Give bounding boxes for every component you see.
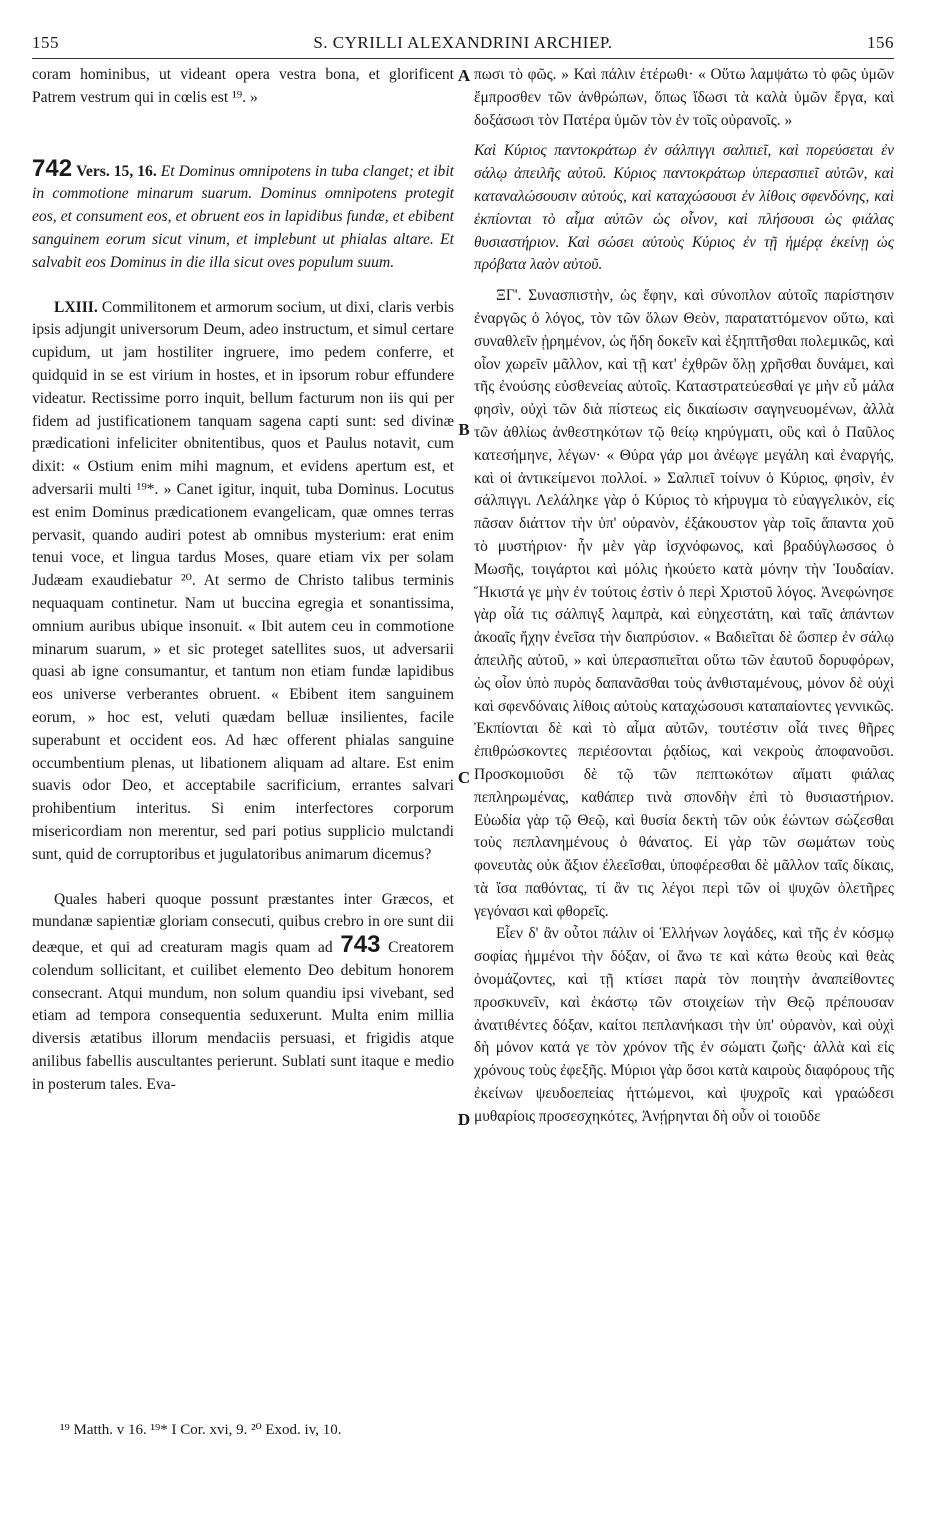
greek-paragraph-2: Καὶ Κύριος παντοκράτωρ ἐν σάλπιγγι σαλπιεῖ, καὶ πορεύσεται ἐν σάλῳ ἀπειλῆς αὐτοῦ. Κύριος παντοκράτωρ ὑπερασπιεῖ αὐτῶν, καὶ καταναλώσουσιν αὐτούς, καὶ καταχώσουσι ἐν λίθοις σφενδόνης, καὶ ἐκπίονται τὸ αἷμα αὐτῶν ὡς οἶνον, καὶ πλήσουσι ὡς φιάλας θυσιαστήριον. Καὶ σώσει αὐτοὺς Κύριος ἐν τῇ ἡμέρᾳ ἐκείνῃ ὡς πρόβατα λαὸν αὐτοῦ. bbox=[474, 142, 894, 274]
margin-marker-a: A bbox=[457, 66, 471, 85]
latin-text-b: Creatorem colendum sollicitant, et cuilibet elemento Deo debitum honorem consecrant. Atqui mundum, non solum quandiu ipsi vivebant, sed etiam ad tempora consequentia seduxerunt. Multa enim millia diversis ætatibus illorum mendaciis persuasi, et frigidis atque anilibus fabellis auscultantes perierunt. Sublati sunt itaque e medio in posterum tales. Eva- bbox=[32, 939, 454, 1093]
greek-commentary: Συνασπιστὴν, ὡς ἔφην, καὶ σύνοπλον αὐτοῖς παρίστησιν ἐναργῶς ὁ λόγος, τὸν τῶν ὅλων Θεὸν, παραταττόμενον οὕτω, καὶ συναθλεῖν ᾐρημένον, ὡς ἤδη δοκεῖν καὶ ἐξηπτῆσθαι πολεμικῶς, καὶ οἷον χωρεῖν μᾶλλον, καὶ τῇ κατ' ἐχθρῶν ὅλῃ χρῆσθαι δυνάμει, καὶ τῆς ἐνούσης εὐσθενείας αὐτοῖς. Καταστρατεύεσθαί γε μὴν εὖ μάλα φησὶν, οὐχὶ τῶν διὰ πίστεως εἰς δικαίωσιν σαγηνευομένων, ἀλλὰ τῶν ἀθλίως ἀνθεστηκότων τῷ θείῳ κηρύγματι, οὓς καὶ ὁ Παῦλος κατεσήμηνε, λέγων· « Θύρα γάρ μοι ἀνέῳγε μεγάλη καὶ ἐναργής, καὶ οἱ ἀντικείμενοι πολλοί. » Σαλπιεῖ τοίνυν ὁ Κύριος, φησὶν, ἐν σάλπιγγι. Λελάληκε γὰρ ὁ Κύριος τὸ κήρυγμα τὸ εὐαγγελικὸν, εἰς πᾶσαν διάττον τὴν ὑπ' οὐρανὸν, ἐξάκουστον γὰρ τοῖς ἅπαντα χοῦ τὸ μυστήριον· ἦν μὲν γὰρ ἰσχνόφωνος, καὶ βραδύγλωσσος ὁ Μωσῆς, τοιγάρτοι καὶ μόλις ἠκούετο κατὰ μόνην τὴν Ἰουδαίαν. Ἥκιστά γε μὴν ἐν τούτοις ἐστὶν ὁ περὶ Χριστοῦ λόγος. Ἀνεφώνησε γὰρ οἷά τις σάλπιγξ λαμπρὰ, καὶ εὐηχεστάτη, καὶ ταῖς ἁπάντων ἀκοαῖς ἤχην ἐνεῖσα τὴν διαπρύσιον. « Βαδιεῖται δὲ ὥσπερ ἐν σάλῳ ἀπειλῆς αὐτοῦ, » καὶ ὑπερασπιεῖται οὕτω τῶν ἑαυτοῦ δορυφόρων, ὡς οἷον ὑπὸ πυρὸς δαπανᾶσθαι τοὺς ἀνθισταμένους, μόνον δὲ οὐχὶ καὶ σφενδόναις λίθοις αὐτοὺς καταχώσουσι καταπαίοντες γεννικῶς. Ἐκπίονται δὲ καὶ τὸ αἷμα αὐτῶν, τουτέστιν οἷά τινες θῆρες ἐπιθρώσκοντες περιέσονται ῥᾳδίως, καὶ νεκροὺς ἀποφανοῦσι. Προσκομιοῦσι δὲ τῷ τῶν πεπτωκότων αἵματι φιάλας πεπληρωμένας, καθάπερ τινὰ σπονδὴν ἐπὶ τὸ θυσιαστήριον. Εὐωδία γὰρ τῷ Θεῷ, καὶ θυσία δεκτὴ τῶν οὐκ ἐώντων σώζεσθαι τοὺς πεπλανημένους ὁ θάνατος. Εἰ γὰρ τῶν σωμάτων τοὺς φονευτὰς οὐκ ἄξιον ἐλεεῖσθαι, ὑποφέρεσθαι δὲ μᾶλλον ταῖς δίκαις, τὰ ἴσα παθόντας, τί ἂν τις λέγοι περὶ τῶν οἱ ψυχῶν ὀλετῆρες γεγόνασι καὶ φθορεῖς. bbox=[474, 287, 894, 920]
right-page-number: 156 bbox=[867, 33, 894, 52]
section-number: LXIII. bbox=[54, 298, 98, 316]
verse-reference: Vers. 15, 16. bbox=[76, 162, 157, 180]
latin-paragraph-2 bbox=[32, 154, 454, 275]
running-header bbox=[32, 30, 894, 56]
greek-section-number: ΞΓ'. bbox=[496, 287, 522, 305]
footnotes: ¹⁹ Matth. v 16. ¹⁹* I Cor. xvi, 9. ²⁰ Exod. iv, 10. bbox=[60, 1422, 342, 1438]
latin-text-a: Quales haberi quoque possunt præstantes inter Græcos, et mundanæ sapientiæ gloriam consecuti, quibus crebro in ore sunt dii deæque, et qui ad creaturam magis quam ad bbox=[32, 890, 454, 957]
left-page-number: 155 bbox=[32, 33, 59, 52]
margin-marker-b: B bbox=[458, 420, 470, 439]
margin-marker-d: D bbox=[457, 1110, 471, 1129]
greek-paragraph-4: Εἶεν δ' ἂν οὗτοι πάλιν οἱ Ἑλλήνων λογάδες, καὶ τῆς ἐν κόσμῳ σοφίας ἡμμένοι τὴν δόξαν, οἱ ἄνω τε καὶ κάτω θεοὺς καὶ θεὰς ὀνομάζοντες, καὶ τῇ κτίσει παρὰ τὸν ποιητὴν ἀναπείθοντες προσκυνεῖν, καὶ ἑκάστῳ τῶν στοιχείων τὴν Θεῷ πρέπουσαν ἀνατιθέντες δόξαν, καίτοι πεπλανήκασι τὴν ὑπ' οὐρανὸν, καὶ οὐχὶ δὴ μόνον κατά γε τὸν χρόνον τῆς ἐν σώματι ζωῆς· ἀλλὰ καὶ εἰς χρόνους τοὺς ἐφεξῆς. Μύριοι γὰρ ὅσοι κατὰ καιροὺς διαφόρους τῆς ἐκείνων ψευδοεπείας ἡττώμενοι, καὶ ψυχροῖς καὶ γραώδεσι μυθαρίοις προσεσχηκότες, Ἀνῄρηνται δὴ οὖν οἱ τοιοῦδε bbox=[474, 925, 894, 1125]
latin-commentary: Commilitonem et armorum socium, ut dixi, claris verbis ipsis adjungit universorum Deum, adeo instructum, et simul certare cupidum, ut jam hostiliter ingruere, imo pedem conferre, et quidquid in se est virium in hostes, et in ipsorum robur effundere videatur. Rectissime porro inquit, bellum facturum non iis qui per fidem ad justificationem tanquam sagena capti sunt: sed divinæ prædicationi infeliciter obnitentibus, quos et Paulus notavit, cum dixit: « Ostium enim mihi magnum, et evidens apertum est, et adversarii multi ¹⁹*. » Canet igitur, inquit, tuba Dominus. Locutus est enim Dominus prædicationem evangelicam, quæ omnes terras pervasit, quando audiri potest ab omnibus mysterium: erat enim tenui voce, et lingua tardus Moses, quare etiam vix per solam Judæam exaudiebatur ²⁰. At sermo de Christo talibus terminis nequaquam continetur. Nam ut buccina egregia et sonantissima, omnium auribus ubique insonuit. « Ibit autem ceu in commotione minarum suarum, » et sic proteget satellites suos, ut adversarii quasi ab igne consumantur, et tantum non etiam fundæ lapidibus eos universe verberantes obruent. « Ebibent item sanguinem eorum, » hoc est, veluti quædam belluæ insilientes, facile superabunt et occident eos. Ad hæc offerent phialas sanguine occumbentium plenas, ut libationem aliquam ad altare. Est enim suavis odor Deo, et acceptabile sacrificium, errantes salvari prohibentium interitus. Si enim interfectores corporum misericordiam non merentur, sed pari potius supplicio mulctandi sunt, quid de corruptoribus et jugulatoribus animarum dicemus? bbox=[32, 298, 454, 863]
latin-column bbox=[32, 64, 454, 1097]
column-number: 742 bbox=[32, 154, 73, 182]
greek-paragraph-3 bbox=[474, 285, 894, 923]
running-title: S. CYRILLI ALEXANDRINI ARCHIEP. bbox=[313, 33, 613, 52]
greek-column bbox=[474, 64, 894, 1129]
greek-paragraph-1: πωσι τὸ φῶς. » Καὶ πάλιν ἑτέρωθι· « Οὕτω λαμψάτω τὸ φῶς ὑμῶν ἔμπροσθεν τῶν ἀνθρώπων, ὅπως ἴδωσι τὰ καλὰ ὑμῶν ἔργα, καὶ δοξάσωσι τὸν Πατέρα ὑμῶν τὸν ἐν τοῖς οὐρανοῖς. » bbox=[474, 66, 894, 129]
latin-paragraph-1: coram hominibus, ut videant opera vestra bona, et glorificent Patrem vestrum qui in cœlis est ¹⁹. » bbox=[32, 66, 454, 106]
header-rule bbox=[32, 58, 894, 59]
latin-paragraph-3 bbox=[32, 297, 454, 867]
column-number-2: 743 bbox=[340, 931, 381, 959]
latin-verse-text: Et Dominus omnipotens in tuba clanget; et ibit in commotione minarum suarum. Dominus omnipotens protegit eos, et consument eos, et obruent eos in lapidibus fundæ, et ebibent sanguinem eorum sicut vinum, et implebunt ut phialas altare. Et salvabit eos Dominus in die illa sicut oves populum suum. bbox=[32, 162, 454, 271]
latin-paragraph-4 bbox=[32, 889, 454, 1097]
margin-marker-c: C bbox=[457, 768, 471, 787]
